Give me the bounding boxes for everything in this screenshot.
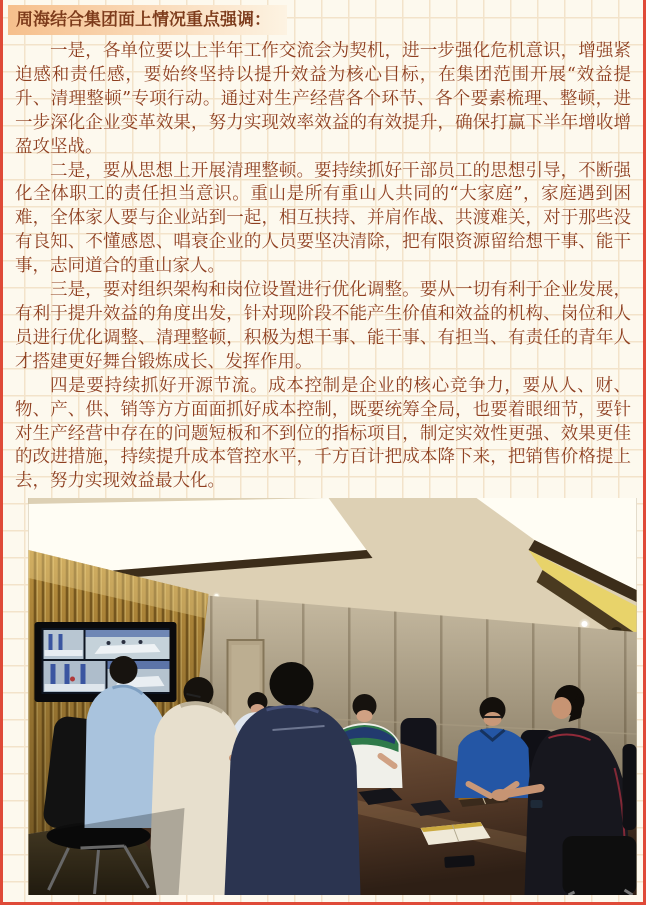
hands	[492, 789, 510, 801]
paragraph-2: 二是，要从思想上开展清理整顿。要持续抓好干部员工的思想引导，不断强化全体职工的责任担当意识。重山是所有重山人共同的“大家庭”，家庭遇到困难，全体家人要与企业站到一起，相互扶持、并肩作战、共渡难关，对于那些没有良知、不懂感恩、唱衰企业的人员要坚决清除，把有限资源留给想干事、能干事，志同道合的重山家人。	[15, 160, 631, 277]
smartphone	[444, 855, 475, 868]
office-chair	[563, 836, 637, 895]
paragraph-1: 一是，各单位要以上半年工作交流会为契机，进一步强化危机意识，增强紧迫感和责任感，要始终坚持以提升效益为核心目标，在集团范围开展“效益提升、清理整顿”专项行动。通过对生产经营各个环节、各个要素梳理、整顿，进一步深化企业变革效果，努力实现效率效益的有效提升，确保打赢下半年增收增盈攻坚战。	[15, 41, 631, 157]
section-title	[8, 5, 287, 35]
paragraph-4: 四是要持续抓好开源节流。成本控制是企业的核心竞争力，要从人、财、物、产、供、销等方方面面抓好成本控制，既要统筹全局，也要着眼细节，要针对生产经营中存在的问题短板和不到位的指标项目，制定实效性更强、效果更佳的改进措施，持续提升成本管控水平，千方百计把成本降下来，把销售价格提上去，努力实现效益最大化。	[15, 375, 631, 492]
paragraph-3: 三是，要对组织架构和岗位设置进行优化调整。要从一切有利于企业发展，有利于提升效益的角度出发，针对现阶段不能产生价值和效益的机构、岗位和人员进行优化调整、清理整顿，积极为想干事、能干事、有担当、有责任的青年人才搭建更好舞台锻炼成长、发挥作用。	[15, 280, 631, 372]
wristwatch	[531, 800, 543, 808]
section-title-text: 周海结合集团面上情况重点强调：	[16, 10, 271, 30]
meeting-photo[interactable]	[28, 498, 637, 895]
office-chair	[623, 744, 637, 830]
article-body	[15, 40, 631, 494]
